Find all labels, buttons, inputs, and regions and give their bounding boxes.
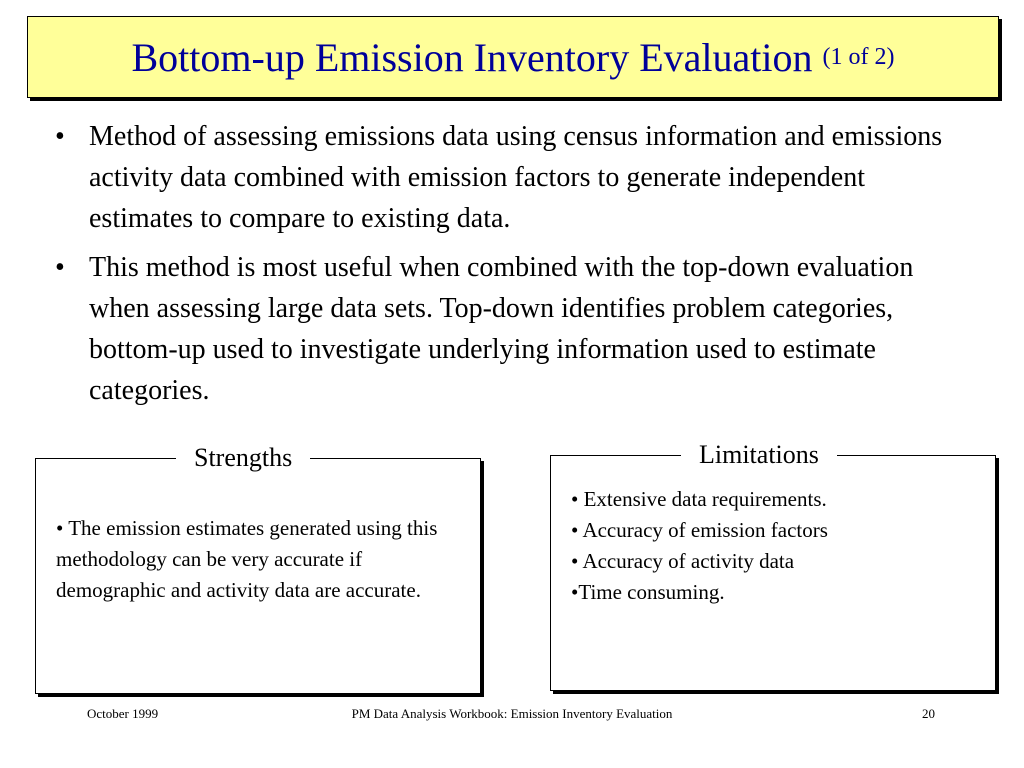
bullet-item (55, 116, 975, 239)
bullet-icon: • (55, 121, 65, 152)
strengths-heading: Strengths (176, 443, 310, 473)
limitations-heading: Limitations (681, 440, 837, 470)
title-banner (27, 16, 999, 98)
slide-title-part: (1 of 2) (822, 43, 895, 70)
limitation-item: • Accuracy of activity data (571, 549, 795, 573)
bullet-list (55, 116, 975, 419)
slide-title: Bottom-up Emission Inventory Evaluation (131, 34, 813, 80)
page-number: 20 (922, 706, 935, 721)
limitation-item: • Accuracy of emission factors (571, 518, 828, 542)
strengths-panel (35, 443, 481, 694)
bullet-text: Method of assessing emissions data using census information and emissions activity data combined with emission factors to generate independent estimates to compare to existing data. (89, 121, 943, 234)
footer-title: PM Data Analysis Workbook: Emission Inventory Evaluation (351, 706, 673, 721)
limitations-list (571, 484, 981, 608)
limitation-item: •Time consuming. (571, 580, 725, 604)
slide-footer (0, 706, 1024, 726)
limitation-item: • Extensive data requirements. (571, 487, 827, 511)
footer-date: October 1999 (87, 706, 159, 721)
limitations-panel (550, 440, 996, 691)
bullet-text: This method is most useful when combined with the top-down evaluation when assessing large data sets. Top-down identifies problem categories, bottom-up used to investigate underlying information used to estimate categories. (89, 252, 914, 406)
strengths-text: • The emission estimates generated using this methodology can be very accurate if demographic and activity data are accurate. (56, 516, 438, 602)
bullet-icon: • (55, 252, 65, 283)
bullet-item (55, 247, 975, 411)
